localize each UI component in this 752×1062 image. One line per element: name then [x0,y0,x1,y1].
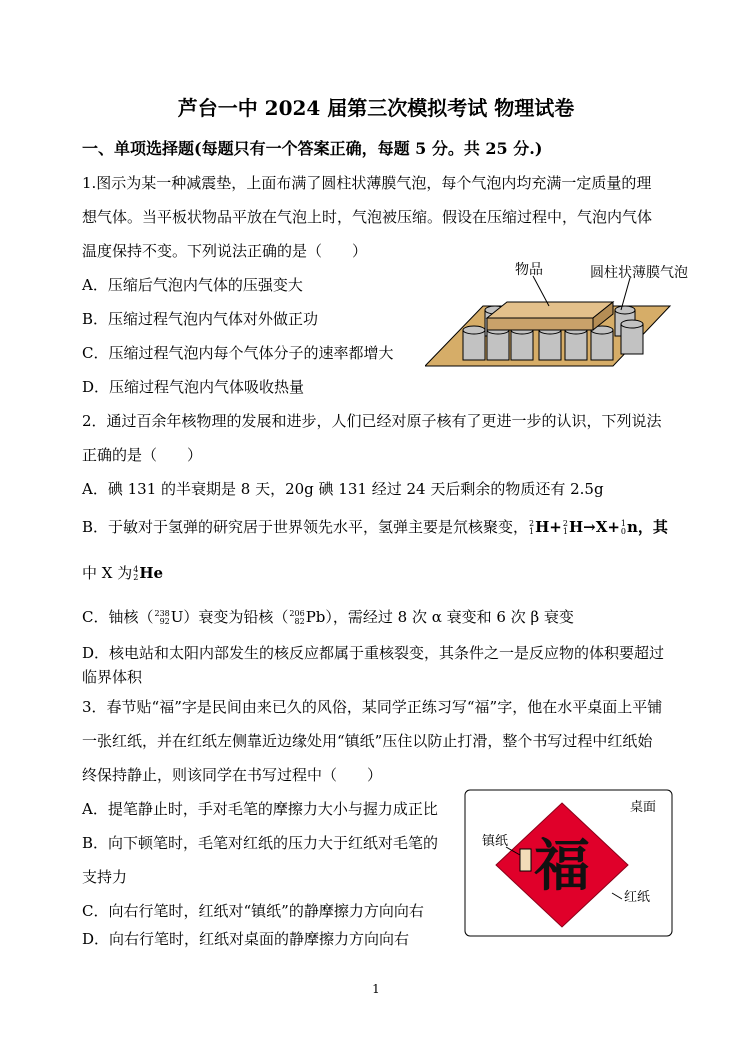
q3-option-c: C．向右行笔时，红纸对“镇纸”的静摩擦力方向向右 [82,902,424,920]
q3-stem-line: 终保持静止，则该同学在书写过程中（ ） [82,766,383,784]
eq-part: He [139,564,164,582]
q2-option-c-text: U）衰变为铅核（ [170,608,289,626]
paperweight [520,849,531,871]
q2-option-c [82,606,574,627]
q2-stem-line: 正确的是（ ） [82,446,203,464]
q2-option-b [82,516,668,537]
page-title: 芦台一中 2024 届第三次模拟考试 物理试卷 [177,96,575,120]
q1-option-c: C．压缩过程气泡内每个气体分子的速率都增大 [82,344,394,362]
q1-option-b: B．压缩过程气泡内气体对外做正功 [82,310,319,328]
nuclide-neutron: 1 0 [620,519,627,536]
q3-option-b: B．向下顿笔时，毛笔对红纸的压力大于红纸对毛笔的 [82,834,439,852]
q1-option-a: A．压缩后气泡内气体的压强变大 [82,276,303,294]
label-item: 物品 [515,262,543,278]
eq-part: n，其 [627,518,668,536]
q2-option-d-line2: 临界体积 [82,668,143,686]
q1-stem-line: 温度保持不变。下列说法正确的是（ ） [82,242,368,260]
label-paperweight: 镇纸 [482,834,509,849]
eq-part: H→X+ [568,518,620,536]
nuclide-lead: 206 82 [289,609,305,626]
nuclide-uranium: 238 92 [154,609,170,626]
eq-part: H+ [535,518,562,536]
q1-stem-line: 1.图示为某一种减震垫，上面布满了圆柱状薄膜气泡，每个气泡内均充满一定质量的理 [82,174,652,192]
q1-option-d: D．压缩过程气泡内气体吸收热量 [82,378,305,396]
q3-stem-line: 一张红纸，并在红纸左侧靠近边缘处用“镇纸”压住以防止打滑，整个书写过程中红纸始 [82,732,653,750]
q2-option-b-text: B．于敏对于氢弹的研究居于世界领先水平，氢弹主要是氘核聚变， [82,518,529,536]
nuclide-deuterium: 2 1 [562,519,568,536]
label-red-paper: 红纸 [624,890,651,905]
nuclide-helium: 4 2 [133,565,139,582]
fu-character: 福 [534,834,590,899]
shock-pad-figure [425,258,715,370]
label-bubble: 圆柱状薄膜气泡 [590,265,688,281]
label-desk: 桌面 [630,800,657,815]
q3-stem-line: 3．春节贴“福”字是民间由来已久的风俗，某同学正练习写“福”字，他在水平桌面上平铺 [82,698,663,716]
nuclide-deuterium: 2 1 [529,519,535,536]
q2-option-d: D．核电站和太阳内部发生的核反应都属于重核裂变，其条件之一是反应物的体积要超过 [82,644,665,662]
page-number: 1 [372,982,380,996]
board-item [487,302,613,330]
q1-stem-line: 想气体。当平板状物品平放在气泡上时，气泡被压缩。假设在压缩过程中，气泡内气体 [82,208,653,226]
q2-stem-line: 2．通过百余年核物理的发展和进步，人们已经对原子核有了更进一步的认识，下列说法 [82,412,662,430]
fu-paper-figure [464,789,673,937]
q2-option-a: A．碘 131 的半衰期是 8 天，20g 碘 131 经过 24 天后剩余的物质还有 2.5g [82,480,604,498]
q3-option-b-line2: 支持力 [82,868,128,886]
q3-option-d: D．向右行笔时，红纸对桌面的静摩擦力方向向右 [82,930,410,948]
q2-option-b-text: 中 X 为 [82,564,133,582]
q2-option-b-line2 [82,562,163,583]
q3-option-a: A．提笔静止时，手对毛笔的摩擦力大小与握力成正比 [82,800,438,818]
section-heading: 一、单项选择题(每题只有一个答案正确，每题 5 分。共 25 分.) [82,139,543,158]
q2-option-c-text: C．铀核（ [82,608,154,626]
q2-option-c-text: Pb），需经过 8 次 α 衰变和 6 次 β 衰变 [305,608,574,626]
